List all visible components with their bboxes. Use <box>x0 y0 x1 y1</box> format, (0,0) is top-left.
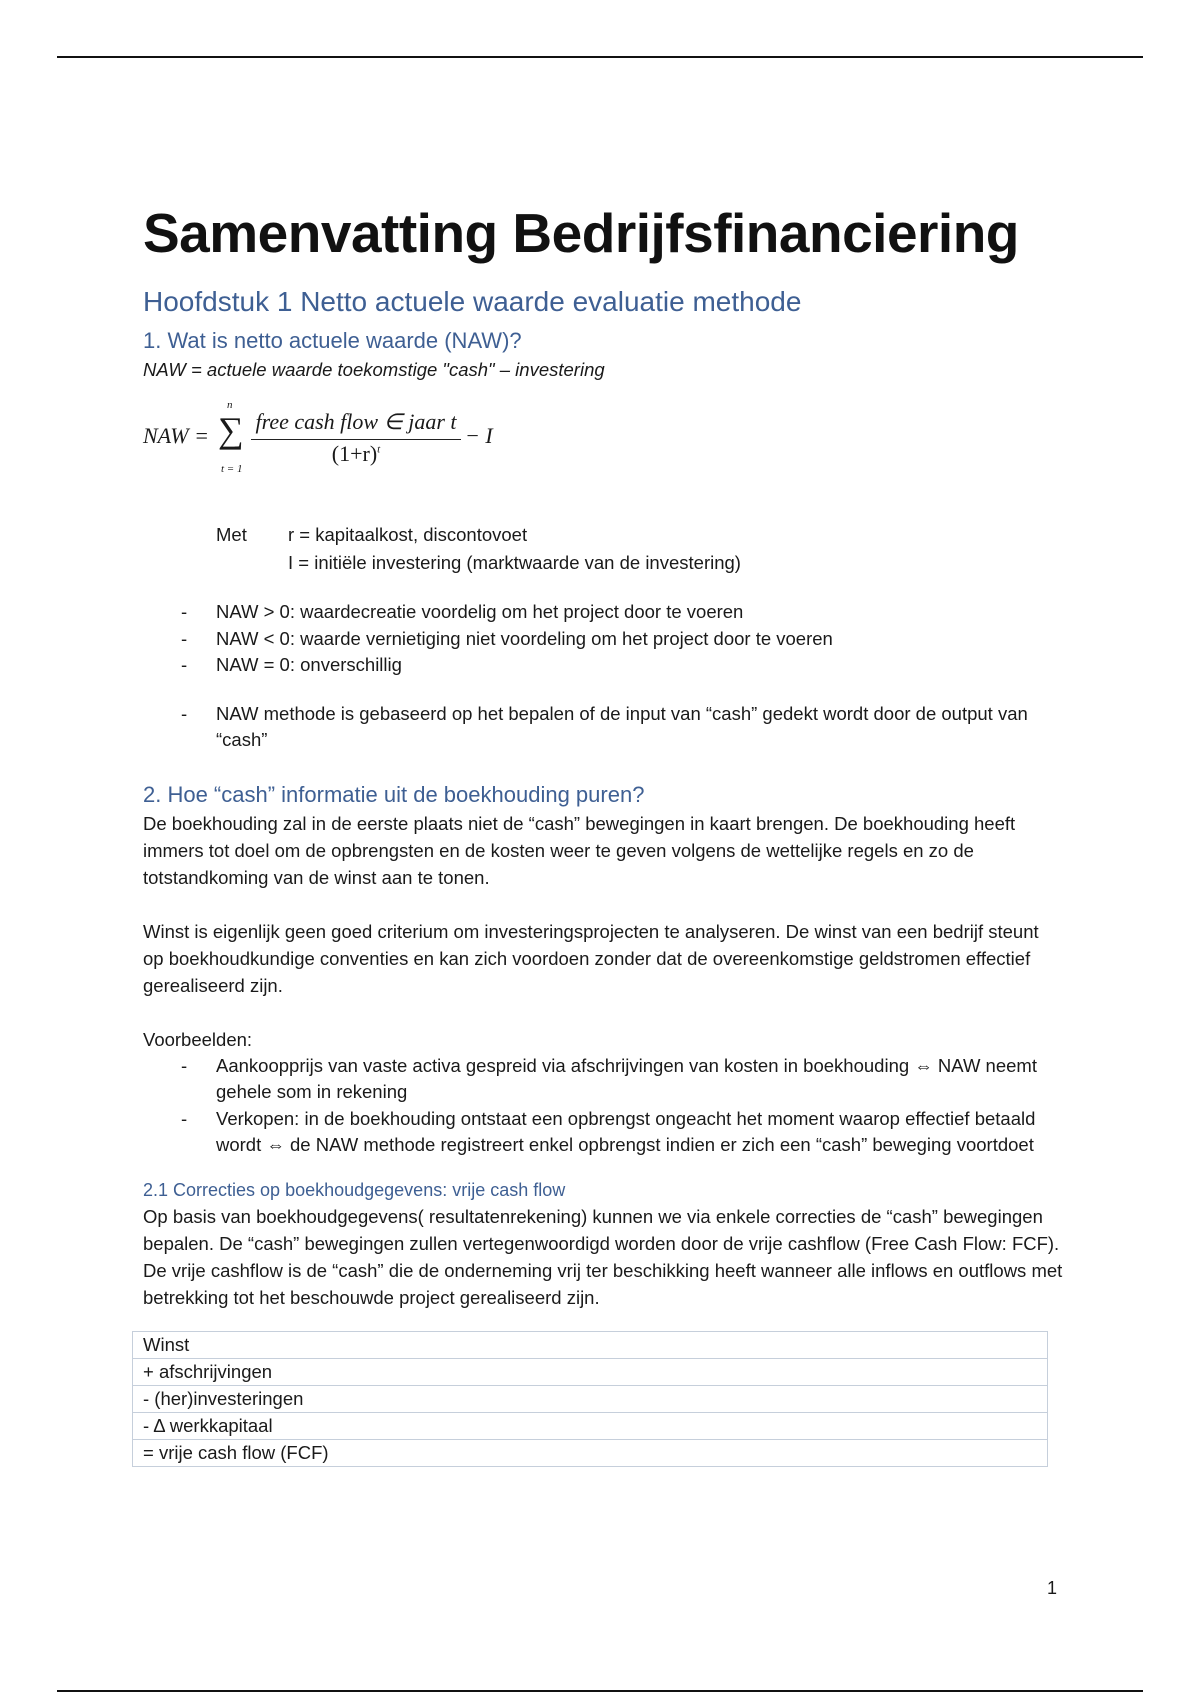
footer-rule <box>57 1690 1143 1692</box>
formula-numerator: free cash flow ∈ jaar t <box>255 409 457 434</box>
naw-method-list <box>143 701 1063 754</box>
document-title: Samenvatting Bedrijfsfinanciering <box>143 202 1019 264</box>
list-item: - Verkopen: in de boekhouding ontstaat een opbrengst ongeacht het moment waarop effectief betaald wordt ⇔ de NAW methode registreert enkel opbrengst indien er zich een “cash” beweging voortdoet <box>143 1106 1063 1159</box>
list-item: - NAW = 0: onverschillig <box>143 652 1063 679</box>
paragraph: De boekhouding zal in de eerste plaats niet de “cash” bewegingen in kaart brengen. De boekhouding heeft immers tot doel om de opbrengsten en de kosten weer te geven volgens de wettelijke regels en zo de totstandkoming van de winst aan te tonen. <box>143 812 1016 888</box>
fcf-table <box>132 1331 1048 1467</box>
paragraph: Winst is eigenlijk geen goed criterium om investeringsprojecten te analyseren. De winst van een bedrijf steunt op boekhoudkundige conventies en kan zich voordoen zonder dat de overeenkomstige geldstromen effectief gerealiseerd zijn. <box>143 920 1039 996</box>
table-row <box>133 1358 1048 1385</box>
formula-denominator-base: (1+r) <box>331 441 378 466</box>
naw-formula <box>143 399 1063 495</box>
formula-sum-lower: t = 1 <box>221 463 243 475</box>
examples-label: Voorbeelden: <box>143 1028 253 1050</box>
list-item: - NAW methode is gebaseerd op het bepalen of de input van “cash” gedekt wordt door de output van “cash” <box>143 701 1063 754</box>
table-row <box>133 1412 1048 1439</box>
list-item: - NAW < 0: waarde vernietiging niet voordeling om het project door te voeren <box>143 626 1063 653</box>
met-item: r = kapitaalkost, discontovoet <box>288 524 528 545</box>
formula-denominator <box>251 441 461 467</box>
paragraph: Op basis van boekhoudgegevens( resultatenrekening) kunnen we via enkele correcties de “cash” bewegingen bepalen. De “cash” bewegingen zullen vertegenwoordigd worden door de vrije cashflow (Free Cash Flow: FCF). De vrije cashflow is de “cash” die de onderneming vrij ter beschikking heeft wanneer alle inflows en outflows met betrekking tot het beschouwde project gerealiseerd zijn. <box>143 1205 1063 1308</box>
formula-fraction-bar <box>251 439 461 440</box>
list-item: - NAW > 0: waardecreatie voordelig om het project door te voeren <box>143 599 1063 626</box>
section-1-heading: 1. Wat is netto actuele waarde (NAW)? <box>143 328 522 353</box>
formula-lhs: NAW = <box>143 423 209 448</box>
table-cell: - Δ werkkapitaal <box>133 1412 1048 1439</box>
formula-sum-upper: n <box>227 399 233 411</box>
section-2-heading: 2. Hoe “cash” informatie uit de boekhouding puren? <box>143 781 645 807</box>
naw-rules-list <box>143 599 1063 679</box>
formula-tail: − I <box>465 423 493 448</box>
table-row <box>133 1385 1048 1412</box>
header-rule <box>57 56 1143 58</box>
examples-list <box>143 1053 1063 1159</box>
document-page <box>143 200 1063 1467</box>
table-row <box>133 1439 1048 1466</box>
table-cell: = vrije cash flow (FCF) <box>133 1439 1048 1466</box>
section-2-1-heading: 2.1 Correcties op boekhoudgegevens: vrije cash flow <box>143 1179 566 1200</box>
table-cell: + afschrijvingen <box>133 1358 1048 1385</box>
table-cell: Winst <box>133 1331 1048 1358</box>
page-number: 1 <box>1046 1578 1057 1598</box>
met-label: Met <box>216 524 247 545</box>
formula-legend <box>216 521 1063 577</box>
formula-sum-symbol: ∑ <box>218 410 244 450</box>
chapter-heading: Hoofdstuk 1 Netto actuele waarde evaluatie methode <box>143 286 802 317</box>
met-item: I = initiële investering (marktwaarde van de investering) <box>288 552 741 573</box>
list-item: - Aankoopprijs van vaste activa gespreid via afschrijvingen van kosten in boekhouding ⇔ NAW neemt gehele som in rekening <box>143 1053 1063 1106</box>
naw-definition: NAW = actuele waarde toekomstige "cash" – investering <box>143 359 605 380</box>
formula-exponent: t <box>377 443 381 456</box>
table-row <box>133 1331 1048 1358</box>
table-cell: - (her)investeringen <box>133 1385 1048 1412</box>
